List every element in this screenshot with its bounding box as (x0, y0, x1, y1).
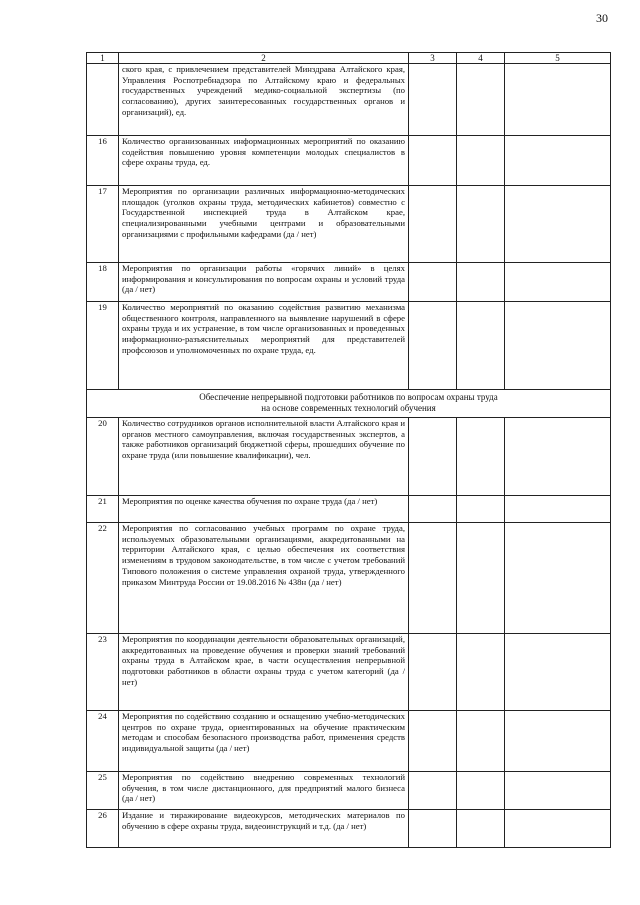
row-description: Издание и тиражирование видеокурсов, методических материалов по обучению в сфере охраны труда, видеоинструкций и т.д. (да / нет) (119, 810, 409, 848)
column-header: 2 (119, 53, 409, 64)
table-row (87, 772, 611, 810)
section-heading-row (87, 390, 611, 418)
table-cell (409, 711, 457, 772)
row-description: Количество мероприятий по оказанию содействия развитию механизма общественного контроля, направленного на выявление нарушений в сфере охраны труда и их устранение, в том числе организованных и проведенных информационно-разъяснительных мероприятий для представителей профсоюзов и уполномоченных по охране труда, ед. (119, 302, 409, 390)
table-cell (457, 523, 505, 634)
column-header: 1 (87, 53, 119, 64)
row-number: 21 (87, 496, 119, 523)
row-number: 19 (87, 302, 119, 390)
row-number: 17 (87, 186, 119, 263)
table-row (87, 810, 611, 848)
row-description: Мероприятия по содействию внедрению современных технологий обучения, в том числе дистанционного, для предприятий малого бизнеса (да / нет) (119, 772, 409, 810)
row-number: 25 (87, 772, 119, 810)
row-description: Мероприятия по согласованию учебных программ по охране труда, используемых образовательными организациями, аккредитованными на территории Алтайского края, с целью обеспечения их соответствия изменениям в трудовом законодательстве, в том числе с учетом требований Типового положения о системе управления охраной труда, утвержденного приказом Минтруда России от 19.08.2016 № 438н (да / нет) (119, 523, 409, 634)
row-description: Мероприятия по содействию созданию и оснащению учебно-методических центров по охране труда, ориентированных на обучение практическим методам и способам безопасного производства работ, применения средств индивидуальной защиты (да / нет) (119, 711, 409, 772)
table-header-row (87, 53, 611, 64)
row-description: Количество организованных информационных мероприятий по оказанию содействия повышению уровня компетенции молодых специалистов в сфере охраны труда, ед. (119, 136, 409, 186)
row-number (87, 64, 119, 136)
table-row (87, 496, 611, 523)
table-cell (505, 136, 611, 186)
table-cell (457, 186, 505, 263)
table-cell (457, 302, 505, 390)
table-cell (409, 634, 457, 711)
table-row (87, 711, 611, 772)
indicators-table (86, 52, 611, 848)
table-cell (505, 810, 611, 848)
table-cell (409, 523, 457, 634)
table-cell (505, 523, 611, 634)
row-description: Мероприятия по организации различных информационно-методических площадок (уголков охраны труда, методических кабинетов) совместно с Государственной инспекцией труда в Алтайском крае, специализированными учебными центрами и образовательными организациями с профильными кафедрами (да / нет) (119, 186, 409, 263)
section-heading-line: Обеспечение непрерывной подготовки работников по вопросам охраны труда (199, 392, 498, 402)
table-row (87, 302, 611, 390)
row-description: Мероприятия по оценке качества обучения по охране труда (да / нет) (119, 496, 409, 523)
column-header: 5 (505, 53, 611, 64)
table-cell (457, 810, 505, 848)
row-number: 24 (87, 711, 119, 772)
table-cell (457, 263, 505, 302)
table-cell (457, 634, 505, 711)
row-number: 20 (87, 418, 119, 496)
table-row (87, 523, 611, 634)
table-cell (457, 64, 505, 136)
section-heading-line: на основе современных технологий обучения (261, 402, 436, 413)
table-cell (409, 810, 457, 848)
table-cell (505, 64, 611, 136)
table-cell (505, 263, 611, 302)
row-number: 22 (87, 523, 119, 634)
table-row (87, 136, 611, 186)
table-cell (409, 64, 457, 136)
table-row (87, 64, 611, 136)
table-cell (409, 302, 457, 390)
table-cell (409, 496, 457, 523)
table-cell (457, 772, 505, 810)
table-cell (409, 186, 457, 263)
row-description: Мероприятия по координации деятельности образовательных организаций, аккредитованных на проведение обучения и проверки знаний требований охраны труда в Алтайском крае, в части осуществления непрерывной подготовки работников в области охраны труда с учетом категорий (да / нет) (119, 634, 409, 711)
row-number: 16 (87, 136, 119, 186)
table-cell (505, 496, 611, 523)
table-cell (409, 418, 457, 496)
table-row (87, 634, 611, 711)
row-description: ского края, с привлечением представителей Минздрава Алтайского края, Управления Роспотребнадзора по Алтайскому краю и федеральных государственных учреждений медико-социальной экспертизы (по согласованию), других заинтересованных государственных органов и организаций), ед. (119, 64, 409, 136)
column-header: 3 (409, 53, 457, 64)
row-description: Количество сотрудников органов исполнительной власти Алтайского края и органов местного самоуправления, включая государственных экспертов, а также работников организаций бюджетной сферы, прошедших обучение по охране труда (или повышение квалификации), чел. (119, 418, 409, 496)
table-row (87, 263, 611, 302)
table-cell (505, 302, 611, 390)
table-cell (409, 263, 457, 302)
table-cell (409, 136, 457, 186)
column-header: 4 (457, 53, 505, 64)
row-number: 26 (87, 810, 119, 848)
table-cell (457, 136, 505, 186)
table-cell (505, 186, 611, 263)
table-row (87, 186, 611, 263)
table-cell (457, 496, 505, 523)
page-number: 30 (596, 11, 608, 25)
table-row (87, 418, 611, 496)
table-cell (505, 711, 611, 772)
row-description: Мероприятия по организации работы «горячих линий» в целях информирования и консультирования по вопросам охраны и условий труда (да / нет) (119, 263, 409, 302)
section-heading (87, 390, 611, 418)
table-cell (505, 418, 611, 496)
row-number: 18 (87, 263, 119, 302)
table-cell (505, 634, 611, 711)
table-cell (457, 418, 505, 496)
row-number: 23 (87, 634, 119, 711)
table-cell (409, 772, 457, 810)
table-cell (457, 711, 505, 772)
table-cell (505, 772, 611, 810)
